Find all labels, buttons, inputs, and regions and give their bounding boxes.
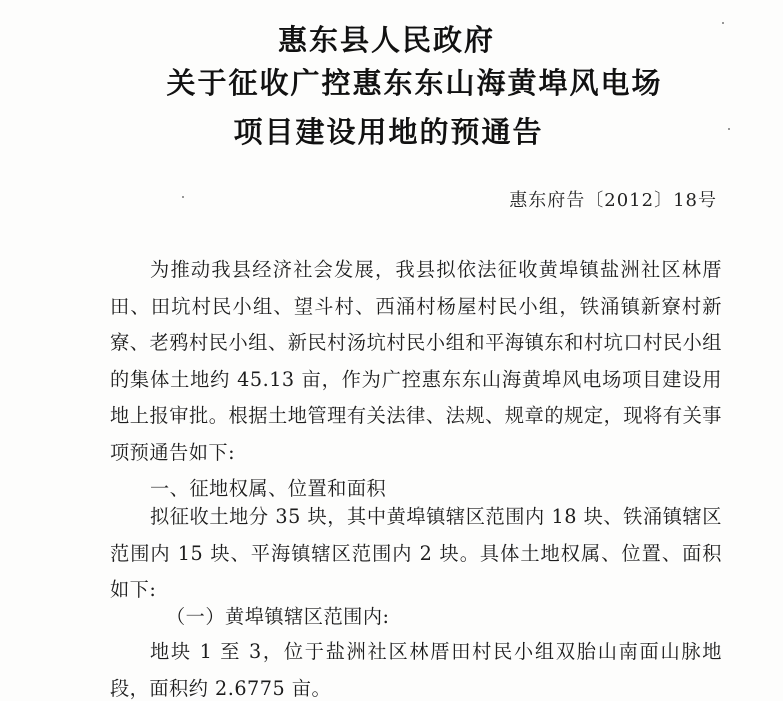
- document-number: 惠东府告〔2012〕18号: [509, 190, 717, 211]
- scan-speck: [728, 128, 730, 130]
- intro-paragraph: 为推动我县经济社会发展，我县拟依法征收黄埠镇盐洲社区林厝田、田坑村民小组、望斗村、西涌村杨屋村民小组，铁涌镇新寮村新寮、老鸦村民小组、新民村汤坑村民小组和平海镇东和村坑口村民小组的集体土地约 45.13 亩，作为广控惠东东山海黄埠风电场项目建设用地上报审批。根据土地管理有关法律、法规、规章的规定，现将有关事项预通告如下:: [110, 258, 722, 464]
- section-heading: 一、征地权属、位置和面积: [150, 477, 387, 500]
- notice-title-line: 关于征收广控惠东东山海黄埠风电场: [166, 66, 663, 100]
- scan-speck: [182, 196, 184, 198]
- parcel-paragraph: 地块 1 至 3，位于盐洲社区林厝田村民小组双胎山南面山脉地段，面积约 2.6775 亩。: [110, 640, 722, 700]
- issuer-title: 惠东县人民政府: [277, 23, 495, 57]
- section-paragraph: 拟征收土地分 35 块，其中黄埠镇辖区范围内 18 块、铁涌镇辖区范围内 15 块、平海镇辖区范围内 2 块。具体土地权属、位置、面积如下:: [110, 505, 722, 601]
- notice-title-line: 项目建设用地的预通告: [233, 115, 544, 149]
- subsection-heading: （一）黄埠镇辖区范围内:: [166, 605, 390, 628]
- scan-speck: [722, 22, 724, 24]
